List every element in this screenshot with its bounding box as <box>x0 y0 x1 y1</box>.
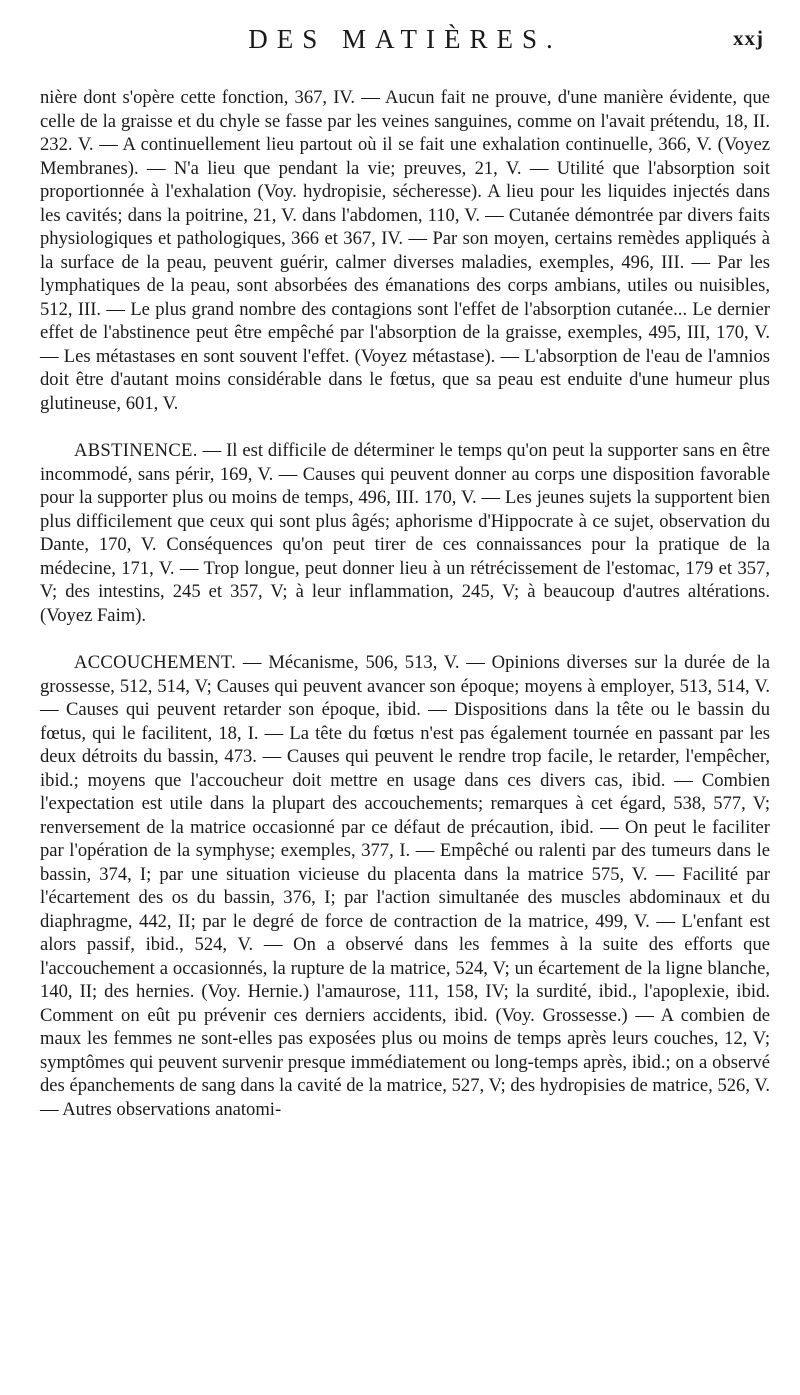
index-entry-accouchement <box>40 651 770 1121</box>
page-header <box>40 20 770 60</box>
page-number: xxj <box>733 26 764 50</box>
entry-text-abstinence: — Il est difficile de déterminer le temps qu'on peut la supporter sans en être incommodé, sans périr, 169, V. — Causes qui peuvent donner au corps une disposition favorable pour la supporter plus ou moins de temps, 496, III. 170, V. — Les jeunes sujets la supportent bien plus difficilement que ceux qui sont plus âgés; aphorisme d'Hippocrate à ce sujet, observation du Dante, 170, V. Conséquences qu'on peut tirer de ces connaissances pour la pratique de la médecine, 171, V. — Trop longue, peut donner lieu à un rétrécissement de l'estomac, 179 et 357, V; des intestins, 245 et 357, V; à leur inflammation, 245, V; à beaucoup d'autres altérations. (Voyez Faim). <box>40 440 770 626</box>
running-title: DES MATIÈRES. <box>248 24 562 54</box>
entry-text-accouchement: — Mécanisme, 506, 513, V. — Opinions diverses sur la durée de la grossesse, 512, 514, V; Causes qui peuvent avancer son époque; moyens à employer, 513, 514, V. — Causes qui peuvent retarder son époque, ibid. — Dispositions dans la tête ou le bassin du fœtus, qui le facilitent, 18, I. — La tête du fœtus n'est pas également tournée en passant par les deux détroits du bassin, 473. — Causes qui peuvent le rendre trop facile, le retarder, l'empêcher, ibid.; moyens que l'accoucheur doit mettre en usage dans ces divers cas, ibid. — Combien l'expectation est utile dans la plupart des accouchements; remarques à cet égard, 538, 577, V; renversement de la matrice occasionné par ce défaut de précaution, ibid. — On peut le faciliter par l'opération de la symphyse; exemples, 377, I. — Empêché ou ralenti par des tumeurs dans le bassin, 374, I; par une situation vicieuse du placenta dans la matrice 575, V. — Facilité par l'écartement des os du bassin, 376, I; par l'action simultanée des muscles abdominaux et du diaphragme, 442, II; par le degré de force de contraction de la matrice, 499, V. — L'enfant est alors passif, ibid., 524, V. — On a observé dans les femmes à la suite des efforts que l'accouchement a occasionnés, la rupture de la matrice, 524, V; un écartement de la ligne blanche, 140, II; des hernies. (Voy. Hernie.) l'amaurose, 111, 158, IV; la surdité, ibid., l'apoplexie, ibid. Comment on eût pu prévenir ces derniers accidents, ibid. (Voy. Grossesse.) — A combien de maux les femmes ne sont-elles pas exposées plus ou moins de temps après leurs couches, 12, V; symptômes qui peuvent survenir presque immédiatement ou long-temps après, ibid.; on a observé des épanchements de sang dans la cavité de la matrice, 527, V; des hydropisies de matrice, 526, V. — Autres observations anatomi- <box>40 652 770 1120</box>
index-entry-abstinence <box>40 439 770 627</box>
index-body <box>40 86 770 1121</box>
headword-abstinence: ABSTINENCE. <box>74 440 198 461</box>
headword-accouchement: ACCOUCHEMENT. <box>74 652 237 673</box>
index-paragraph-absorption-continued: nière dont s'opère cette fonction, 367, IV. — Aucun fait ne prouve, d'une manière évidente, que celle de la graisse et du chyle se fasse par les veines sanguines, comme on l'avait prétendu, 18, II. 232. V. — A continuellement lieu partout où il se fait une exhalation continuelle, 366, V. (Voyez Membranes). — N'a lieu que pendant la vie; preuves, 21, V. — Utilité que l'absorption soit proportionnée à l'exhalation (Voy. hydropisie, sécheresse). A lieu pour les liquides injectés dans les cavités; dans la poitrine, 21, V. dans l'abdomen, 110, V. — Cutanée démontrée par divers faits physiologiques et pathologiques, 366 et 367, IV. — Par son moyen, certains remèdes appliqués à la surface de la peau, peuvent guérir, calmer diverses maladies, exemples, 496, III. — Par les lymphatiques de la peau, sont absorbées des émanations des corps ambians, utiles ou nuisibles, 512, III. — Le plus grand nombre des contagions sont l'effet de l'absorption cutanée... Le dernier effet de l'abstinence peut être empêché par l'absorption de la graisse, exemples, 495, III, 170, V. — Les métastases en sont souvent l'effet. (Voyez métastase). — L'absorption de l'eau de l'amnios doit être d'autant moins considérable dans le fœtus, que sa peau est enduite d'une humeur plus glutineuse, 601, V. <box>40 87 770 414</box>
